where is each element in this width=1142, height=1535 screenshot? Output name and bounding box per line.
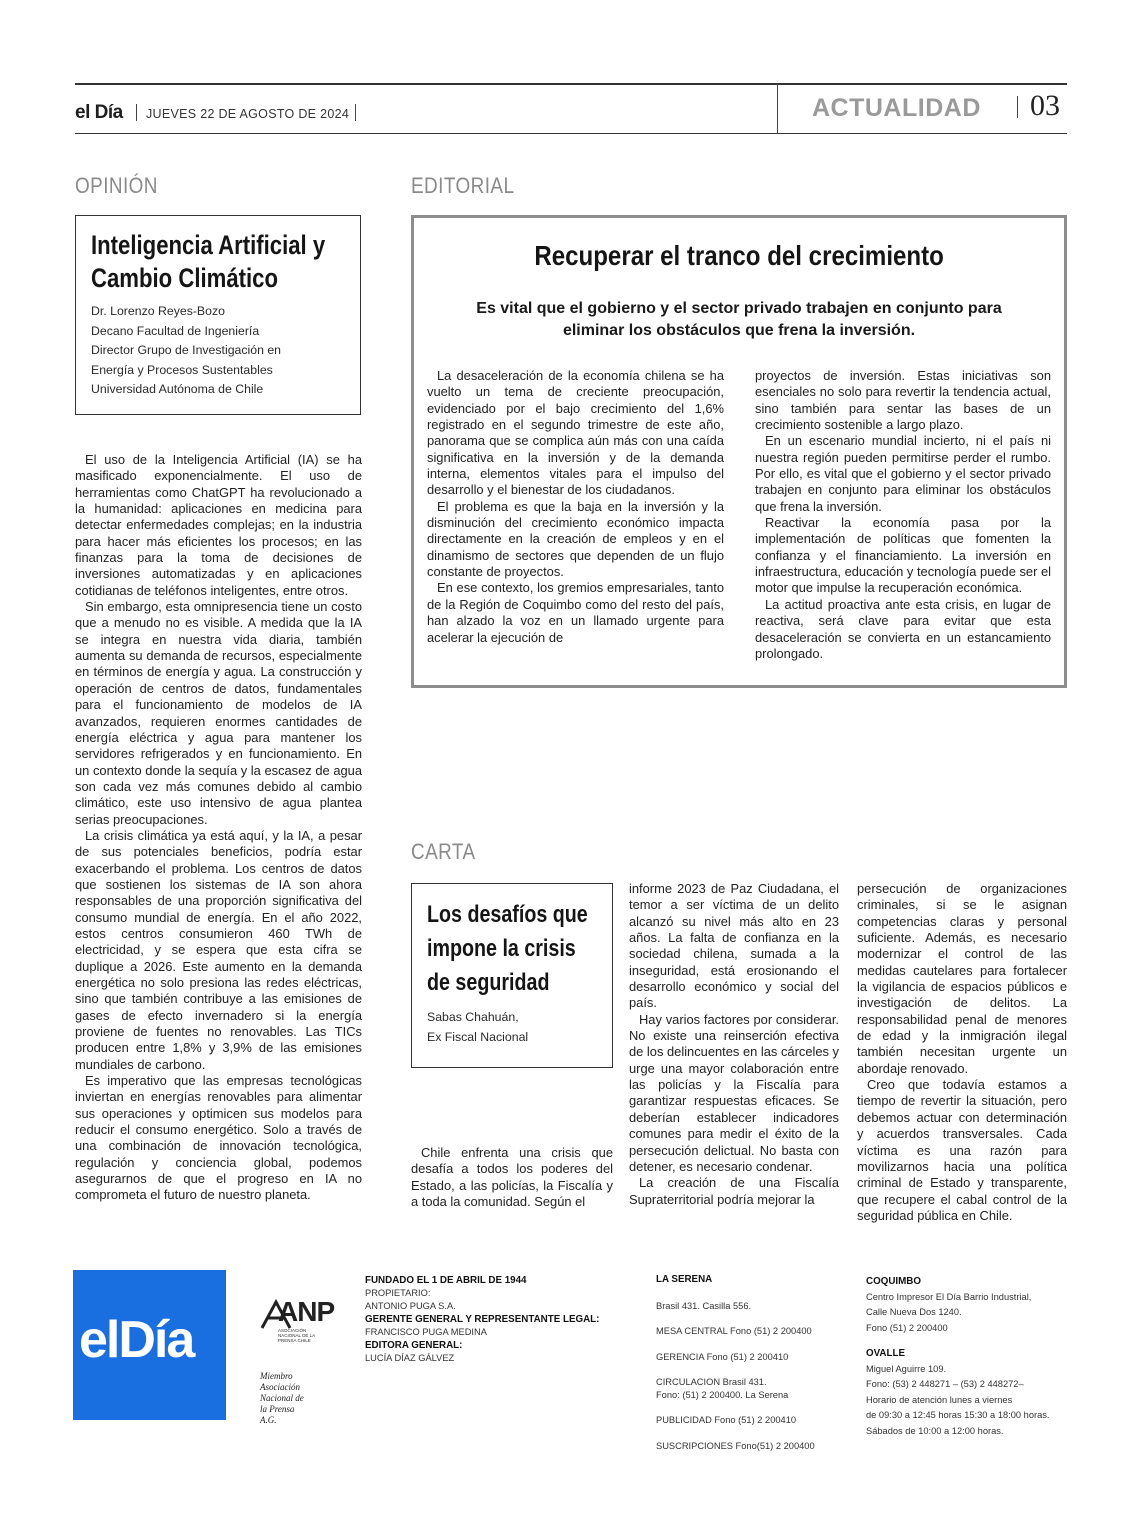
owner: ANTONIO PUGA S.A. xyxy=(365,1301,456,1311)
paragraph: Chile enfrenta una crisis que desafía a todos los poderes del Estado, a las policías, la Fiscalía y a toda la comunidad. Según el xyxy=(411,1145,613,1210)
carta-label: CARTA xyxy=(411,839,476,864)
editorial-title xyxy=(414,240,1064,272)
editor-label: EDITORA GENERAL: xyxy=(365,1340,463,1351)
founded: FUNDADO EL 1 DE ABRIL DE 1944 xyxy=(365,1275,527,1286)
paragraph: Es imperativo que las empresas tecnológicas inviertan en energías renovables para alimentar sus operaciones y optimicen sus modelos para reducir el consumo energético. Solo a través de una combinación de innovación tecnológica, regulación y conciencia global, podemos asegurarnos de que el progreso en IA no comprometa el futuro de nuestro planeta. xyxy=(75,1073,362,1203)
page-separator xyxy=(1017,96,1018,118)
opinion-byline xyxy=(91,302,351,400)
paragraph: proyectos de inversión. Estas iniciativas son esenciales no solo para revertir la tendencia actual, sino también para sentar las bases de un crecimiento sostenible a largo plazo. xyxy=(755,368,1051,433)
member-line: la Prensa xyxy=(260,1404,295,1414)
page-number: 03 xyxy=(1030,89,1060,122)
member-line: Miembro xyxy=(260,1371,293,1381)
issue-date: JUEVES 22 DE AGOSTO DE 2024 xyxy=(146,107,350,121)
eldia-logo xyxy=(73,1270,226,1420)
owner-label: PROPIETARIO: xyxy=(365,1288,431,1298)
address-line: MESA CENTRAL Fono (51) 2 200400 xyxy=(656,1326,812,1336)
address-line: Sábados de 10:00 a 12:00 horas. xyxy=(866,1425,1004,1436)
paragraph: En ese contexto, los gremios empresariales, tanto de la Región de Coquimbo como del resto del país, han alzado la voz en un llamado urgente para acelerar la ejecución de xyxy=(427,580,724,645)
paragraph: En un escenario mundial incierto, ni el país ni nuestra región pueden permitirse perder el rumbo. Por ello, es vital que el gobierno y el sector privado trabajen en conjunto para eliminar los obstáculos que frena la inversión. xyxy=(755,433,1051,514)
byline-line: Energía y Procesos Sustentables xyxy=(91,362,273,377)
anp-letters: ANP xyxy=(278,1296,335,1327)
manager-label: GERENTE GENERAL Y REPRESENTANTE LEGAL: xyxy=(365,1314,600,1325)
address-line: Brasil 431. Casilla 556. xyxy=(656,1300,752,1311)
manager: FRANCISCO PUGA MEDINA xyxy=(365,1327,487,1337)
address-line: Fono: (53) 2 448271 – (53) 2 448272– xyxy=(866,1379,1024,1389)
paragraph: La desaceleración de la economía chilena se ha vuelto un tema de creciente preocupación, evidenciado por el bajo crecimiento del 1,6% registrado en el segundo trimestre de este año, panorama que se complica aún más con una caída significativa en la inversión y de la demanda interna, elementos vitales para el impulso del desarrollo y el bienestar de los ciudadanos. xyxy=(427,368,724,498)
byline-line: Sabas Chahuán, xyxy=(427,1010,519,1024)
carta-title xyxy=(427,898,616,1000)
header-bottom-rule xyxy=(75,133,1067,134)
address-line: SUSCRIPCIONES Fono(51) 2 200400 xyxy=(656,1440,815,1451)
address-line: Miguel Aguirre 109. xyxy=(866,1363,947,1374)
carta-title-line: impone la crisis xyxy=(427,935,576,962)
ovalle-title: OVALLE xyxy=(866,1348,906,1359)
carta-author-box xyxy=(411,883,613,1068)
member-line: Nacional de xyxy=(260,1393,304,1403)
carta-title-line: Los desafíos que xyxy=(427,901,588,928)
top-rule xyxy=(75,83,1067,85)
paragraph: La creación de una Fiscalía Supraterritorial podría mejorar la xyxy=(629,1175,839,1207)
editorial-col-2 xyxy=(755,368,1051,662)
header-divider xyxy=(777,84,778,133)
editorial-subtitle: Es vital que el gobierno y el sector privado trabajen en conjunto para eliminar los obstáculos que frena la inversión. xyxy=(476,300,1002,339)
byline-line: Dr. Lorenzo Reyes-Bozo xyxy=(91,304,225,318)
section-title: ACTUALIDAD xyxy=(812,94,981,122)
coquimbo-ovalle-info xyxy=(866,1274,1066,1439)
paragraph: El uso de la Inteligencia Artificial (IA) se ha masificado exponencialmente. El uso de herramientas como ChatGPT ha revolucionado a la humanidad: aplicaciones en medicina para detectar enfermedades complejas; en la industria para hacer más eficientes los procesos; en las finanzas para la toma de decisiones de inversiones automatizadas y en aplicaciones cotidianas de teléfonos inteligentes, entre otros. xyxy=(75,452,362,598)
paragraph: informe 2023 de Paz Ciudadana, el temor a ser víctima de un delito alcanzó su nivel más alto en 23 años. La falta de confianza en la sociedad chilena, sumada a la inseguridad, está erosionando el desarrollo económico y social del país. xyxy=(629,881,839,1011)
paragraph: persecución de organizaciones criminales, si se le asignan competencias claras y personal suficiente. Además, es necesario modernizar el control de las medidas cautelares para fortalecer la vigilancia de espacios públicos e investigación de delitos. La responsabilidad penal de menores de edad y la inmigración ilegal también necesitan urgente un abordaje renovado. xyxy=(857,881,1067,1076)
anp-caption: ASOCIACIÓN NACIONAL DE LA PRENSA CHILE xyxy=(278,1328,315,1343)
byline-line: Universidad Autónoma de Chile xyxy=(91,382,264,396)
carta-col-3 xyxy=(857,881,1067,1224)
member-line: Asociación xyxy=(260,1382,300,1392)
paragraph: El problema es que la baja en la inversión y la disminución del crecimiento económico impacta directamente en la creación de empleos y en el dinamismo de sectores que dependen de un flujo constante de proyectos. xyxy=(427,498,724,580)
paragraph: La crisis climática ya está aquí, y la IA, a pesar de sus potenciales beneficios, podría estar exacerbando el problema. Los centros de datos que sostienen los sistemas de IA son ahora responsables de una proporción significativa del consumo mundial de energía. En el año 2022, estos centros consumieron 460 TWh de electricidad, y se espera que esta cifra se duplique a 2026. Este aumento en la demanda energética no solo presiona las redes eléctricas, sino que también contribuye a las emisiones de gases de efecto invernadero si la energía proviene de fuentes no renovables. Las TICs producen entre 1,8% y 3,9% de las emisiones mundiales de carbono. xyxy=(75,827,362,1072)
member-line: A.G. xyxy=(260,1415,277,1425)
address-line: Calle Nueva Dos 1240. xyxy=(866,1307,962,1317)
carta-col-2 xyxy=(629,881,839,1208)
opinion-body xyxy=(75,452,362,1204)
brand-separator xyxy=(136,104,137,121)
la-serena-title: LA SERENA xyxy=(656,1274,713,1285)
carta-byline xyxy=(427,1008,607,1047)
byline-line: Decano Facultad de Ingeniería xyxy=(91,323,260,338)
editor: LUCÍA DÍAZ GÁLVEZ xyxy=(365,1353,455,1363)
date-separator xyxy=(355,104,356,121)
address-line: PUBLICIDAD Fono (51) 2 200410 xyxy=(656,1415,797,1425)
paragraph: La actitud proactiva ante esta crisis, en lugar de reactiva, será clave para evitar que esta desaceleración se convierta en un estancamiento prolongado. xyxy=(755,596,1051,661)
editorial-title-text: Recuperar el tranco del crecimiento xyxy=(534,240,944,271)
masthead-credits xyxy=(365,1274,615,1365)
paragraph: Sin embargo, esta omnipresencia tiene un costo que a menudo no es visible. A medida que la IA se integra en nuestra vida diaria, también aumenta su demanda de recursos, especialmente en términos de energía y agua. La construcción y operación de centros de datos, fundamentales para el funcionamiento de modelos de IA avanzados, requieren enormes cantidades de energía eléctrica y agua para mantener los servidores refrigerados y en funcionamiento. En un contexto donde la sequía y la escasez de agua son cada vez más comunes debido al cambio climático, este uso intensivo de agua plantea serias preocupaciones. xyxy=(75,599,362,827)
byline-line: Ex Fiscal Nacional xyxy=(427,1029,529,1044)
address-line: GERENCIA Fono (51) 2 200410 xyxy=(656,1351,789,1362)
editorial-col-1 xyxy=(427,368,724,646)
brand-name: el Día xyxy=(75,102,123,123)
coquimbo-title: COQUIMBO xyxy=(866,1276,921,1287)
anp-logo xyxy=(258,1296,335,1348)
opinion-author-box xyxy=(75,215,361,415)
address-line: de 09:30 a 12:45 horas 15:30 a 18:00 horas. xyxy=(866,1410,1050,1420)
editorial-box xyxy=(411,215,1067,688)
byline-line: Director Grupo de Investigación en xyxy=(91,343,282,357)
editorial-label: EDITORIAL xyxy=(411,173,515,198)
member-note xyxy=(260,1371,304,1426)
paragraph: Hay varios factores por considerar. No existe una reinserción efectiva de los delincuentes en las cárceles y urge una mayor colaboración entre las policías y la Fiscalía para garantizar respuestas eficaces. Se deberían establecer indicadores comunes para medir el éxito de la persecución delictual. No basta con detener, es necesario condenar. xyxy=(629,1011,839,1174)
address-line: Horario de atención lunes a viernes xyxy=(866,1394,1013,1405)
la-serena-info xyxy=(656,1274,846,1452)
opinion-title: Inteligencia Artificial y Cambio Climático xyxy=(91,230,326,293)
carta-col-1 xyxy=(411,1145,613,1210)
carta-title-line: de seguridad xyxy=(427,969,550,996)
address-line: CIRCULACION Brasil 431. xyxy=(656,1377,767,1387)
paragraph: Reactivar la economía pasa por la implementación de políticas que fomenten la confianza y el financiamiento. La inversión en infraestructura, educación y tecnología puede ser el motor que impulse la recuperación económica. xyxy=(755,515,1051,596)
logo-wordmark: elDía xyxy=(79,1311,194,1369)
address-line: Centro Impresor El Día Barrio Industrial, xyxy=(866,1291,1032,1302)
paragraph: Creo que todavía estamos a tiempo de revertir la situación, pero debemos actuar con determinación y acuerdos transversales. Cada víctima es una razón para movilizarnos hacia una política criminal de Estado y transparente, que recupere el cabal control de la seguridad pública en Chile. xyxy=(857,1077,1067,1223)
address-line: Fono: (51) 2 200400. La Serena xyxy=(656,1389,789,1400)
opinion-label: OPINIÓN xyxy=(75,173,158,198)
address-line: Fono (51) 2 200400 xyxy=(866,1322,948,1333)
